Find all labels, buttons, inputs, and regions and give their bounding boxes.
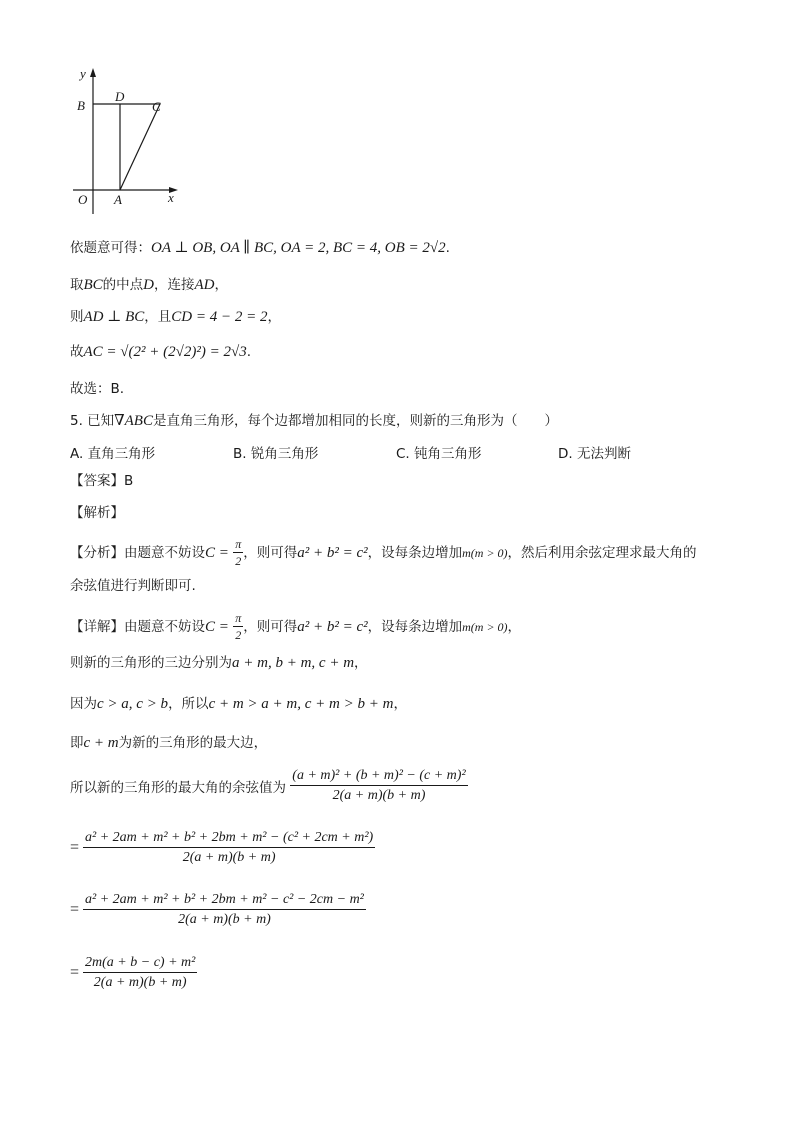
analysis-heading: 【解析】 bbox=[70, 505, 124, 521]
label-B: B bbox=[77, 98, 85, 113]
xiangjie-line-7: = $\frac{\text{a² + 2am + m² + b² + 2bm + m² − c² − 2cm − m²}}{2(a + m)(b + m)}$ bbox=[70, 892, 364, 927]
label-C: C bbox=[152, 99, 161, 114]
coordinate-figure bbox=[70, 66, 190, 216]
answer-tag: 【答案】 bbox=[70, 473, 124, 489]
xiangjie-pi-fraction: $\frac{\pi}{2}$ bbox=[235, 611, 242, 642]
xiangjie-line-8: = $\frac{\text{2m(a + b − c) + m²}}{2(a + m)(b + m)}$ bbox=[70, 955, 196, 990]
solution-line-1: 依题意可得：OA ⊥ OB, OA ∥ BC, OA = 2, BC = 4, OB = 2√2. bbox=[70, 240, 450, 256]
xiangjie-line-6: = $\frac{\text{a² + 2am + m² + b² + 2bm + m² − (c² + 2cm + m²)}}{2(a + m)(b + m)}$ bbox=[70, 830, 374, 865]
label-y: y bbox=[80, 66, 86, 81]
y-axis-arrow bbox=[90, 68, 96, 77]
solution-line-2: 取BC的中点D，连接AD， bbox=[70, 277, 229, 293]
solution-choice: 故选：B. bbox=[70, 381, 125, 397]
fenxi-line-1: 【分析】由题意不妨设C = $\frac{\pi}{2}$ ，则可得a² + b² = c²，设每条边增加m(m > 0)，然后利用余弦定理求最大角的 bbox=[70, 537, 697, 568]
option-d: D. 无法判断 bbox=[558, 446, 631, 462]
fenxi-pi-fraction: $\frac{\pi}{2}$ bbox=[235, 537, 242, 568]
label-x: x bbox=[168, 190, 174, 205]
xiangjie-line-4: 即c + m为新的三角形的最大边， bbox=[70, 735, 268, 751]
option-c: C. 钝角三角形 bbox=[396, 446, 482, 462]
label-O: O bbox=[78, 192, 88, 207]
solution-line-4: 故AC = √(2² + (2√2)²) = 2√3. bbox=[70, 344, 252, 360]
answer-value: B bbox=[124, 473, 134, 489]
label-D: D bbox=[115, 89, 125, 104]
option-b: B. 锐角三角形 bbox=[233, 446, 319, 462]
fenxi-line-2: 余弦值进行判断即可. bbox=[70, 578, 196, 594]
option-a: A. 直角三角形 bbox=[70, 446, 156, 462]
xiangjie-line-5: 所以新的三角形的最大角的余弦值为 $\frac{\text{(a + m)² + (b + m)² − (c + m)²}}{2(a + m)(b + m)}$ bbox=[70, 768, 466, 803]
cosine-fraction-2: $\frac{\text{a² + 2am + m² + b² + 2bm + m² − (c² + 2cm + m²)}}{2(a + m)(b + m)}$ bbox=[85, 830, 374, 865]
segment-AC bbox=[120, 104, 160, 190]
answer-line bbox=[70, 471, 133, 491]
cosine-fraction-4: $\frac{\text{2m(a + b − c) + m²}}{2(a + m)(b + m)}$ bbox=[85, 955, 196, 990]
label-A: A bbox=[114, 192, 122, 207]
cosine-fraction-1: $\frac{\text{(a + m)² + (b + m)² − (c + m)²}}{2(a + m)(b + m)}$ bbox=[292, 768, 466, 803]
cosine-fraction-3: $\frac{\text{a² + 2am + m² + b² + 2bm + m² − c² − 2cm − m²}}{2(a + m)(b + m)}$ bbox=[85, 892, 364, 927]
question-stem: 5. 已知∇ABC是直角三角形，每个边都增加相同的长度，则新的三角形为（ ） bbox=[70, 413, 558, 429]
solution-line-3: 则AD ⊥ BC，且CD = 4 − 2 = 2， bbox=[70, 309, 281, 325]
xiangjie-line-3: 因为c > a, c > b，所以c + m > a + m, c + m > b + m， bbox=[70, 696, 407, 712]
xiangjie-line-2: 则新的三角形的三边分别为a + m, b + m, c + m， bbox=[70, 655, 368, 671]
xiangjie-line-1: 【详解】由题意不妨设C = $\frac{\pi}{2}$ ，则可得a² + b² = c²，设每条边增加m(m > 0)， bbox=[70, 611, 522, 642]
